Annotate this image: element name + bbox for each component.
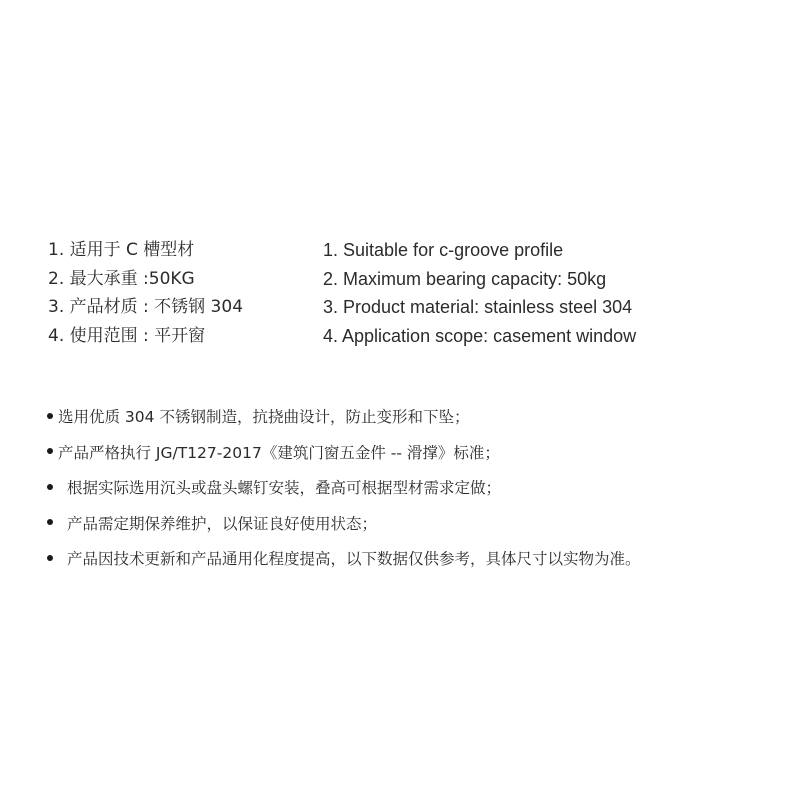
spec-item: 2. Maximum bearing capacity: 50kg <box>323 268 607 289</box>
spec-item: 1. Suitable for c-groove profile <box>323 240 564 260</box>
bullet-icon <box>47 448 53 454</box>
bullet-icon <box>47 555 53 561</box>
bullet-icon <box>47 413 53 419</box>
spec-list-english <box>323 236 636 350</box>
note-item <box>47 471 641 507</box>
note-item <box>47 436 641 472</box>
spec-item: 4. 使用范围 : 平开窗 <box>48 325 206 346</box>
note-item <box>47 507 641 543</box>
spec-item: 1. 适用于 C 槽型材 <box>48 240 195 260</box>
note-text: 产品因技术更新和产品通用化程度提高，以下数据仅供参考，具体尺寸以实物为准。 <box>67 550 641 568</box>
spec-item: 3. 产品材质 : 不锈钢 304 <box>48 297 244 317</box>
note-text: 选用优质 304 不锈钢制造，抗挠曲设计，防止变形和下坠； <box>58 408 470 426</box>
note-item <box>47 400 641 436</box>
spec-list-chinese <box>48 236 243 350</box>
spec-item: 2. 最大承重 :50KG <box>48 268 195 289</box>
note-text: 产品严格执行 JG/T127-2017《建筑门窗五金件 -- 滑撑》标准； <box>58 443 500 462</box>
bullet-icon <box>47 484 53 490</box>
note-item <box>47 542 641 578</box>
note-text: 产品需定期保养维护，以保证良好使用状态； <box>67 514 378 533</box>
bullet-icon <box>47 519 53 525</box>
note-text: 根据实际选用沉头或盘头螺钉安装，叠高可根据型材需求定做； <box>67 479 502 497</box>
spec-item: 4. Application scope: casement window <box>323 325 637 346</box>
spec-item: 3. Product material: stainless steel 304 <box>323 297 633 317</box>
notes-list <box>47 400 641 578</box>
